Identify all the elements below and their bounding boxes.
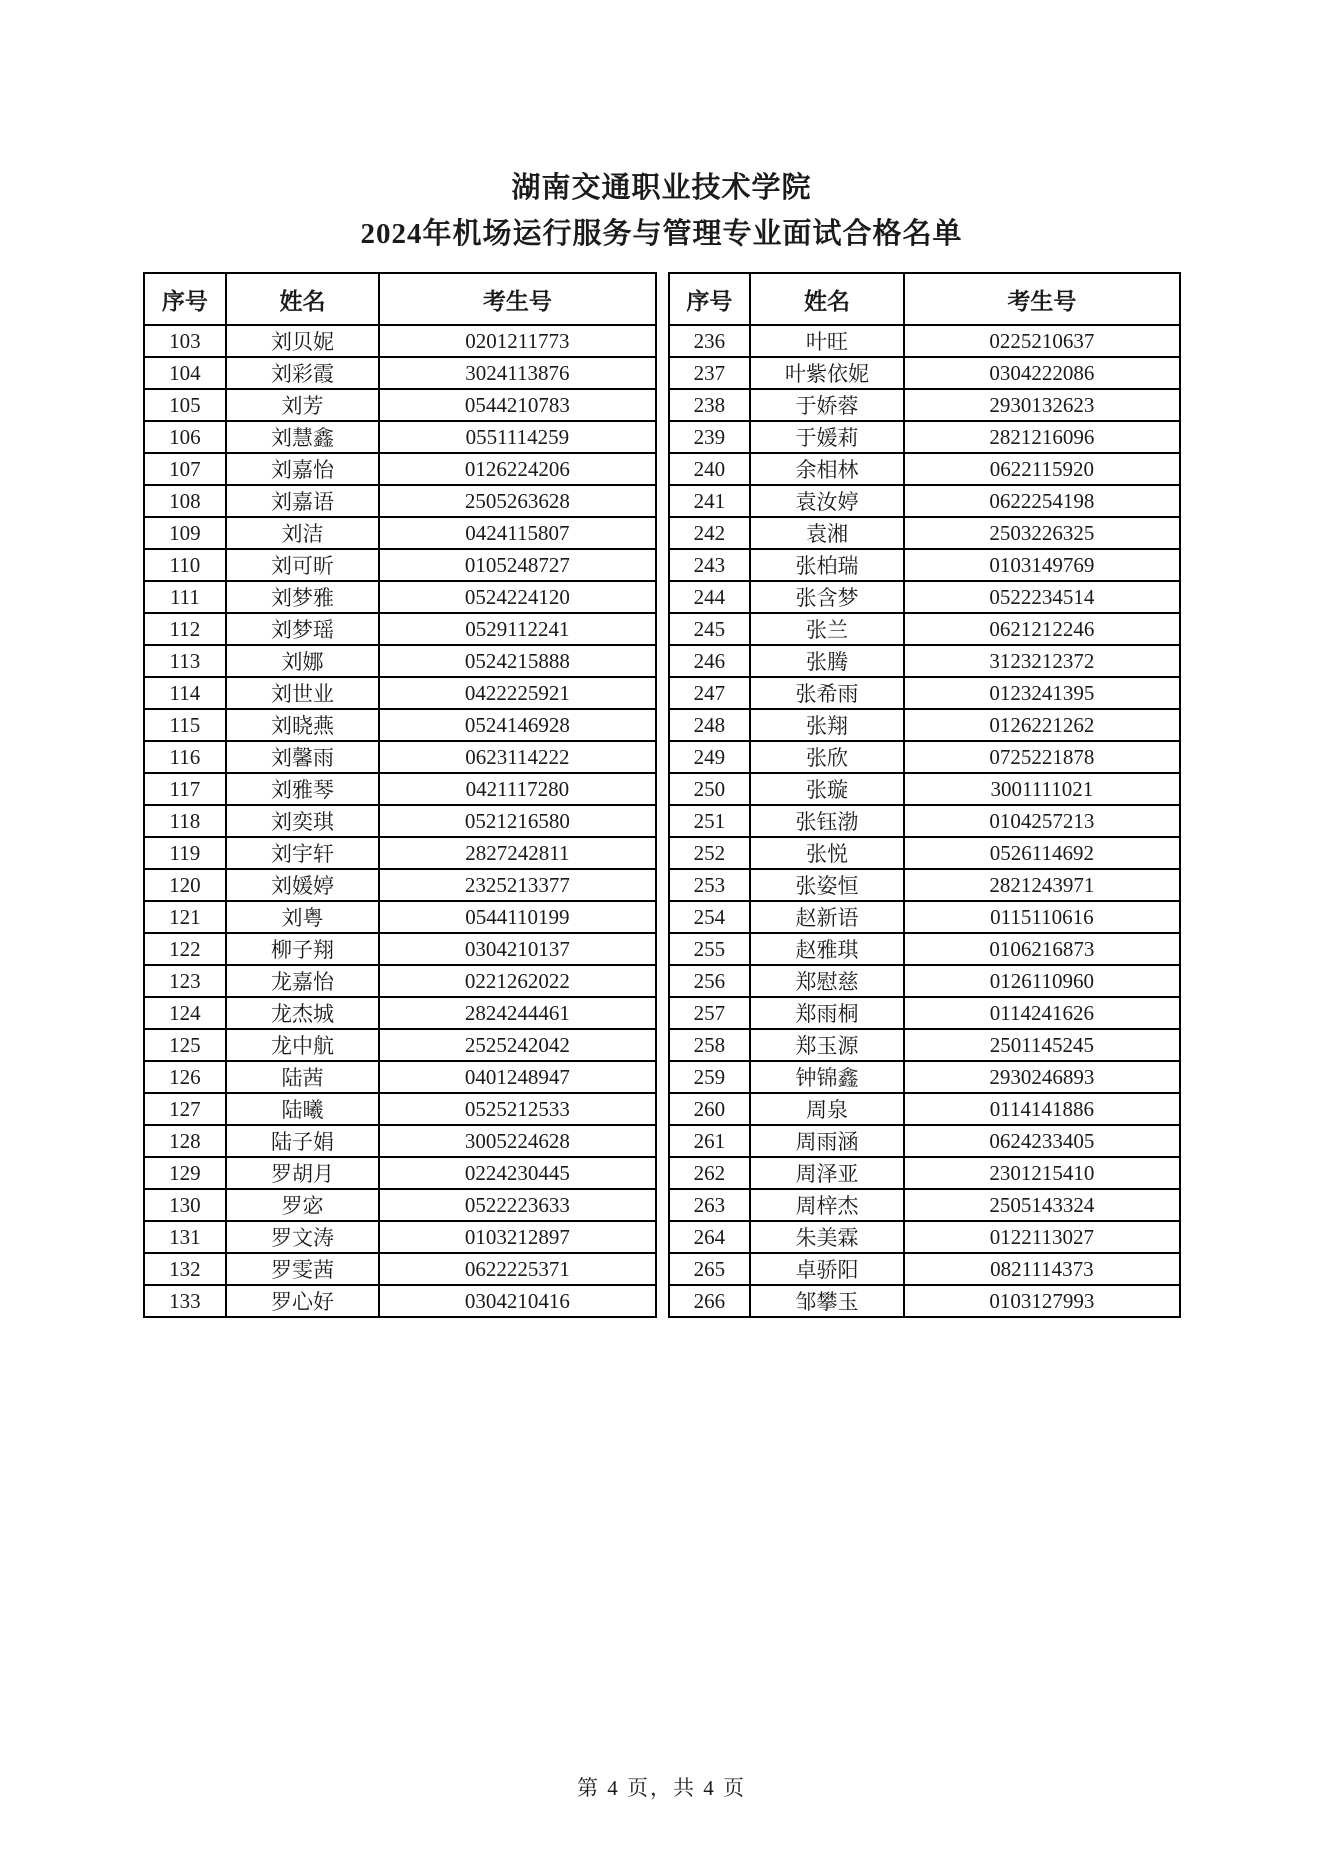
table-row [144,1029,656,1061]
table-row [669,869,1181,901]
candidate-number-cell: 0622115920 [904,453,1180,485]
candidate-number-cell: 0422225921 [379,677,655,709]
table-row [144,1093,656,1125]
serial-cell: 114 [144,677,226,709]
candidate-number-cell: 2821216096 [904,421,1180,453]
name-cell: 刘奕琪 [226,805,379,837]
table-row [144,901,656,933]
table-row [669,645,1181,677]
table-row [669,997,1181,1029]
name-cell: 陆子娟 [226,1125,379,1157]
name-cell: 于娇蓉 [750,389,903,421]
name-cell: 刘世业 [226,677,379,709]
candidate-number-cell: 0103127993 [904,1285,1180,1317]
name-cell: 张姿恒 [750,869,903,901]
candidate-number-cell: 0103212897 [379,1221,655,1253]
serial-cell: 111 [144,581,226,613]
name-cell: 刘洁 [226,517,379,549]
candidate-number-cell: 2325213377 [379,869,655,901]
name-cell: 卓骄阳 [750,1253,903,1285]
table-row [144,677,656,709]
candidate-number-cell: 0201211773 [379,325,655,357]
candidate-number-cell: 0821114373 [904,1253,1180,1285]
table-row [669,421,1181,453]
table-row [144,965,656,997]
serial-cell: 251 [669,805,751,837]
candidate-number-cell: 0304222086 [904,357,1180,389]
serial-cell: 106 [144,421,226,453]
table-row [669,965,1181,997]
serial-cell: 132 [144,1253,226,1285]
serial-cell: 254 [669,901,751,933]
table-row [669,1189,1181,1221]
name-cell: 张希雨 [750,677,903,709]
candidate-number-cell: 0622254198 [904,485,1180,517]
serial-cell: 259 [669,1061,751,1093]
document-title [0,165,1323,257]
candidate-number-cell: 2930246893 [904,1061,1180,1093]
table-row [669,709,1181,741]
table-row [669,1093,1181,1125]
name-cell: 郑玉源 [750,1029,903,1061]
serial-cell: 245 [669,613,751,645]
table-row [144,549,656,581]
serial-cell: 258 [669,1029,751,1061]
serial-cell: 120 [144,869,226,901]
serial-cell: 246 [669,645,751,677]
name-cell: 刘娜 [226,645,379,677]
table-row [669,1221,1181,1253]
serial-cell: 115 [144,709,226,741]
candidate-number-cell: 0104257213 [904,805,1180,837]
name-cell: 刘梦瑶 [226,613,379,645]
table-row [669,1029,1181,1061]
candidate-number-cell: 0224230445 [379,1157,655,1189]
candidate-number-cell: 0725221878 [904,741,1180,773]
candidate-number-cell: 0622225371 [379,1253,655,1285]
name-cell: 龙嘉怡 [226,965,379,997]
table-row [144,1253,656,1285]
candidate-number-cell: 0522234514 [904,581,1180,613]
name-cell: 赵新语 [750,901,903,933]
serial-cell: 122 [144,933,226,965]
table-row [669,773,1181,805]
table-row [669,901,1181,933]
serial-cell: 130 [144,1189,226,1221]
table-row [669,389,1181,421]
name-cell: 张欣 [750,741,903,773]
name-cell: 刘可昕 [226,549,379,581]
serial-cell: 108 [144,485,226,517]
candidate-number-cell: 2501145245 [904,1029,1180,1061]
table-row [144,805,656,837]
serial-cell: 237 [669,357,751,389]
serial-cell: 236 [669,325,751,357]
table-row [669,1285,1181,1317]
candidate-number-cell: 2821243971 [904,869,1180,901]
candidate-number-cell: 0126110960 [904,965,1180,997]
table-row [144,1189,656,1221]
candidate-number-cell: 0106216873 [904,933,1180,965]
candidate-number-cell: 0225210637 [904,325,1180,357]
name-cell: 赵雅琪 [750,933,903,965]
name-cell: 袁湘 [750,517,903,549]
candidate-number-cell: 0544110199 [379,901,655,933]
serial-header: 序号 [144,273,226,325]
table-row [669,453,1181,485]
name-cell: 叶旺 [750,325,903,357]
candidate-number-cell: 0114141886 [904,1093,1180,1125]
serial-cell: 260 [669,1093,751,1125]
serial-header: 序号 [669,273,751,325]
serial-cell: 133 [144,1285,226,1317]
name-cell: 刘慧鑫 [226,421,379,453]
name-cell: 龙杰城 [226,997,379,1029]
serial-cell: 262 [669,1157,751,1189]
name-cell: 张含梦 [750,581,903,613]
serial-cell: 261 [669,1125,751,1157]
name-cell: 陆茜 [226,1061,379,1093]
candidate-number-header: 考生号 [904,273,1180,325]
table-row [144,1157,656,1189]
serial-cell: 129 [144,1157,226,1189]
table-row [669,357,1181,389]
table-row [144,389,656,421]
name-cell: 刘梦雅 [226,581,379,613]
table-row [669,517,1181,549]
candidate-number-cell: 2503226325 [904,517,1180,549]
institution-title: 湖南交通职业技术学院 [511,172,812,204]
candidate-number-cell: 0623114222 [379,741,655,773]
serial-cell: 113 [144,645,226,677]
serial-cell: 240 [669,453,751,485]
candidate-number-cell: 0304210137 [379,933,655,965]
name-cell: 刘彩霞 [226,357,379,389]
table-row [144,773,656,805]
table-row [669,1157,1181,1189]
table-row [144,581,656,613]
name-cell: 罗雯茜 [226,1253,379,1285]
serial-cell: 124 [144,997,226,1029]
serial-cell: 244 [669,581,751,613]
roster-table-left [143,272,657,1318]
table-row [144,453,656,485]
serial-cell: 131 [144,1221,226,1253]
candidate-number-cell: 0122113027 [904,1221,1180,1253]
candidate-number-cell: 0621212246 [904,613,1180,645]
name-cell: 张腾 [750,645,903,677]
page-number-footer: 第 4 页，共 4 页 [577,1776,746,1800]
candidate-number-cell: 0521216580 [379,805,655,837]
serial-cell: 127 [144,1093,226,1125]
table-row [144,325,656,357]
name-cell: 刘芳 [226,389,379,421]
candidate-number-cell: 2824244461 [379,997,655,1029]
table-row [669,325,1181,357]
candidate-number-cell: 0103149769 [904,549,1180,581]
candidate-number-cell: 0421117280 [379,773,655,805]
candidate-number-header: 考生号 [379,273,655,325]
serial-cell: 255 [669,933,751,965]
table-row [669,741,1181,773]
name-cell: 袁汝婷 [750,485,903,517]
table-row [144,869,656,901]
name-cell: 刘嘉怡 [226,453,379,485]
table-row [669,1125,1181,1157]
table-row [669,1253,1181,1285]
name-cell: 张柏瑞 [750,549,903,581]
name-cell: 刘晓燕 [226,709,379,741]
serial-cell: 238 [669,389,751,421]
table-row [669,933,1181,965]
serial-cell: 243 [669,549,751,581]
name-cell: 张璇 [750,773,903,805]
candidate-number-cell: 0529112241 [379,613,655,645]
candidate-number-cell: 0115110616 [904,901,1180,933]
roster-table-right [668,272,1182,1318]
candidate-number-cell: 2525242042 [379,1029,655,1061]
serial-cell: 116 [144,741,226,773]
header-row [144,273,656,325]
candidate-number-cell: 0544210783 [379,389,655,421]
serial-cell: 118 [144,805,226,837]
candidate-number-cell: 3123212372 [904,645,1180,677]
table-row [144,1061,656,1093]
table-row [144,1221,656,1253]
table-row [669,485,1181,517]
name-cell: 罗文涛 [226,1221,379,1253]
table-row [144,421,656,453]
table-row [144,709,656,741]
table-row [144,1125,656,1157]
table-row [144,485,656,517]
table-row [669,837,1181,869]
serial-cell: 109 [144,517,226,549]
serial-cell: 123 [144,965,226,997]
candidate-number-cell: 0114241626 [904,997,1180,1029]
serial-cell: 264 [669,1221,751,1253]
candidate-number-cell: 2505263628 [379,485,655,517]
name-cell: 邹攀玉 [750,1285,903,1317]
name-cell: 刘粤 [226,901,379,933]
name-cell: 刘嘉语 [226,485,379,517]
name-cell: 陆曦 [226,1093,379,1125]
candidate-number-cell: 0126221262 [904,709,1180,741]
serial-cell: 239 [669,421,751,453]
candidate-number-cell: 3024113876 [379,357,655,389]
candidate-number-cell: 0551114259 [379,421,655,453]
name-cell: 余相林 [750,453,903,485]
name-cell: 罗宓 [226,1189,379,1221]
name-cell: 刘贝妮 [226,325,379,357]
name-cell: 叶紫依妮 [750,357,903,389]
name-cell: 周梓杰 [750,1189,903,1221]
name-cell: 于媛莉 [750,421,903,453]
serial-cell: 104 [144,357,226,389]
header-row [669,273,1181,325]
candidate-number-cell: 0424115807 [379,517,655,549]
name-header: 姓名 [226,273,379,325]
serial-cell: 248 [669,709,751,741]
candidate-number-cell: 2827242811 [379,837,655,869]
serial-cell: 266 [669,1285,751,1317]
table-row [144,741,656,773]
name-cell: 钟锦鑫 [750,1061,903,1093]
name-cell: 刘媛婷 [226,869,379,901]
serial-cell: 107 [144,453,226,485]
name-header: 姓名 [750,273,903,325]
serial-cell: 105 [144,389,226,421]
name-cell: 刘宇轩 [226,837,379,869]
name-cell: 罗胡月 [226,1157,379,1189]
candidate-number-cell: 2505143324 [904,1189,1180,1221]
candidate-number-cell: 0624233405 [904,1125,1180,1157]
candidate-number-cell: 0526114692 [904,837,1180,869]
candidate-number-cell: 3001111021 [904,773,1180,805]
name-cell: 刘雅琴 [226,773,379,805]
serial-cell: 252 [669,837,751,869]
name-cell: 郑雨桐 [750,997,903,1029]
table-row [669,805,1181,837]
candidate-number-cell: 0105248727 [379,549,655,581]
serial-cell: 110 [144,549,226,581]
table-row [669,549,1181,581]
serial-cell: 242 [669,517,751,549]
candidate-number-cell: 0123241395 [904,677,1180,709]
name-cell: 郑慰慈 [750,965,903,997]
table-row [669,1061,1181,1093]
serial-cell: 121 [144,901,226,933]
candidate-number-cell: 0524146928 [379,709,655,741]
name-cell: 周泽亚 [750,1157,903,1189]
table-row [669,581,1181,613]
candidate-number-cell: 2301215410 [904,1157,1180,1189]
serial-cell: 263 [669,1189,751,1221]
name-cell: 张翔 [750,709,903,741]
table-row [669,677,1181,709]
serial-cell: 128 [144,1125,226,1157]
name-cell: 张悦 [750,837,903,869]
name-cell: 张钰渤 [750,805,903,837]
serial-cell: 249 [669,741,751,773]
name-cell: 朱美霖 [750,1221,903,1253]
table-row [144,645,656,677]
serial-cell: 250 [669,773,751,805]
serial-cell: 126 [144,1061,226,1093]
candidate-number-cell: 0522223633 [379,1189,655,1221]
list-title: 2024年机场运行服务与管理专业面试合格名单 [360,218,963,250]
serial-cell: 112 [144,613,226,645]
table-row [669,613,1181,645]
serial-cell: 257 [669,997,751,1029]
table-row [144,933,656,965]
name-cell: 罗心好 [226,1285,379,1317]
candidate-number-cell: 2930132623 [904,389,1180,421]
serial-cell: 119 [144,837,226,869]
table-row [144,1285,656,1317]
serial-cell: 247 [669,677,751,709]
table-row [144,837,656,869]
serial-cell: 265 [669,1253,751,1285]
name-cell: 周泉 [750,1093,903,1125]
table-row [144,357,656,389]
candidate-number-cell: 0401248947 [379,1061,655,1093]
name-cell: 张兰 [750,613,903,645]
table-row [144,613,656,645]
table-row [144,997,656,1029]
candidate-number-cell: 0221262022 [379,965,655,997]
name-cell: 龙中航 [226,1029,379,1061]
serial-cell: 103 [144,325,226,357]
table-row [144,517,656,549]
candidate-number-cell: 0304210416 [379,1285,655,1317]
serial-cell: 125 [144,1029,226,1061]
candidate-number-cell: 0126224206 [379,453,655,485]
candidate-number-cell: 0524215888 [379,645,655,677]
serial-cell: 241 [669,485,751,517]
name-cell: 柳子翔 [226,933,379,965]
name-cell: 刘馨雨 [226,741,379,773]
candidate-number-cell: 0524224120 [379,581,655,613]
roster-tables [143,272,1181,1318]
candidate-number-cell: 3005224628 [379,1125,655,1157]
serial-cell: 117 [144,773,226,805]
candidate-number-cell: 0525212533 [379,1093,655,1125]
serial-cell: 256 [669,965,751,997]
name-cell: 周雨涵 [750,1125,903,1157]
serial-cell: 253 [669,869,751,901]
